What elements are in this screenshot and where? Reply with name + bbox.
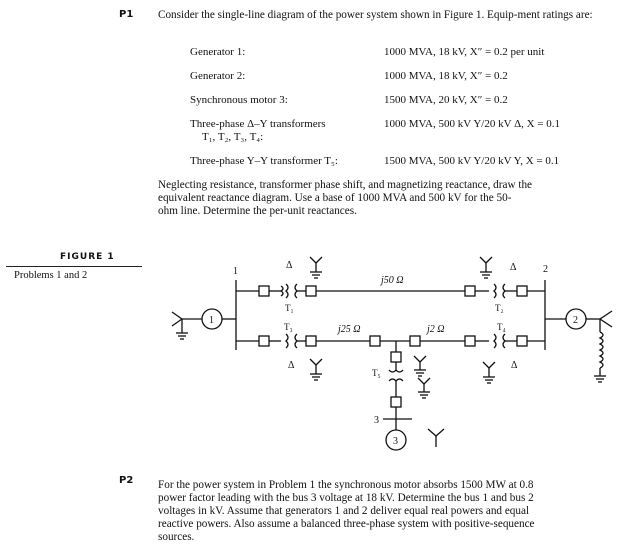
breaker-t5-low (391, 397, 401, 407)
breaker-bottom-5 (465, 336, 475, 346)
breaker-t5-high (391, 352, 401, 362)
problem-2-label: P2 (119, 475, 134, 486)
problem-2-body-line-2: power factor leading with the bus 3 voltage at 18 kV. Determine the bus 1 and bus 2 (158, 492, 534, 504)
problem-2-body-line-5: sources. (158, 531, 195, 543)
t5-grounded-wye-icon-b (418, 378, 430, 398)
t2-label: T₂ (495, 303, 504, 313)
t1-delta-label: Δ (286, 260, 293, 271)
generator-1-label: 1 (209, 315, 214, 326)
generator-2-grounded-wye-icon (594, 311, 612, 382)
breaker-bottom-1 (259, 336, 269, 346)
problem-1-body-line-3: ohm line. Determine the per-unit reactances. (158, 205, 357, 217)
breaker-top-3 (465, 286, 475, 296)
problem-1-label: P1 (119, 9, 134, 20)
breaker-top-1 (259, 286, 269, 296)
rating-name-motor3: Synchronous motor 3: (190, 94, 288, 106)
rating-value-gen2: 1000 MVA, 18 kV, X″ = 0.2 (384, 70, 508, 82)
rating-value-t5: 1500 MVA, 500 kV Y/20 kV Y, X = 0.1 (384, 155, 560, 167)
transformer-t5 (389, 370, 403, 381)
transformer-t1 (281, 284, 297, 298)
breaker-top-4 (517, 286, 527, 296)
t5-grounded-wye-icon-a (414, 356, 426, 376)
breaker-bottom-2 (306, 336, 316, 346)
breaker-top-2 (306, 286, 316, 296)
breaker-bottom-6 (517, 336, 527, 346)
t2-grounded-wye-icon (480, 257, 492, 278)
rating-value-motor3: 1500 MVA, 20 kV, X″ = 0.2 (384, 94, 508, 106)
rating-name-t5: Three-phase Y–Y transformer T₅: (190, 155, 338, 167)
rating-name-gen2: Generator 2: (190, 70, 246, 82)
generator-1-grounded-wye-icon (172, 312, 188, 339)
t1-grounded-wye-icon (310, 257, 322, 278)
t4-label: T₄ (497, 322, 506, 332)
transformer-t3 (286, 334, 297, 348)
t1-label: T₁ (285, 303, 294, 313)
generator-2-label: 2 (573, 315, 578, 326)
transformer-t2 (494, 284, 505, 298)
t3-label: T₃ (284, 322, 293, 332)
problem-2-body-line-1: For the power system in Problem 1 the synchronous motor absorbs 1500 MW at 0.8 (158, 479, 534, 491)
figure-title: FIGURE 1 (60, 252, 115, 262)
transformer-t4 (494, 334, 505, 348)
bus-1-label: 1 (233, 266, 238, 277)
motor-3-label: 3 (393, 436, 398, 447)
breaker-bottom-3 (370, 336, 380, 346)
t4-grounded-wye-icon (483, 362, 495, 383)
rating-value-gen1: 1000 MVA, 18 kV, X″ = 0.2 per unit (384, 46, 545, 58)
bus-2-label: 2 (543, 264, 548, 275)
problem-1-body-line-1: Neglecting resistance, transformer phase shift, and magnetizing reactance, draw the (158, 179, 533, 191)
rating-value-t1-t4: 1000 MVA, 500 kV Y/20 kV Δ, X = 0.1 (384, 118, 561, 130)
problem-1-body-line-2: equivalent reactance diagram. Use a base of 1000 MVA and 500 kV for the 50- (158, 192, 512, 204)
line-2-label: j2 Ω (427, 324, 445, 335)
figure-caption: Problems 1 and 2 (14, 270, 88, 281)
problem-1-intro: Consider the single-line diagram of the power system shown in Figure 1. Equip-ment ratings are: (158, 9, 593, 21)
rating-name2-t1-t4: T₁, T₂, T₃, T₄: (202, 131, 264, 143)
problem-2-body-line-4: reactive powers. Also assume a balanced three-phase system with positive-sequence (158, 518, 535, 530)
motor-3-wye-icon (428, 429, 444, 447)
t4-delta-label: Δ (511, 360, 518, 371)
t3-delta-label: Δ (288, 360, 295, 371)
line-50-label: j50 Ω (381, 275, 404, 286)
t2-delta-label: Δ (510, 262, 517, 273)
rating-name-gen1: Generator 1: (190, 46, 246, 58)
bus-3-label: 3 (374, 415, 379, 426)
breaker-bottom-4 (410, 336, 420, 346)
grounding-reactor-icon (600, 332, 603, 368)
rating-name-t1-t4: Three-phase Δ–Y transformers (190, 118, 326, 130)
t3-grounded-wye-icon (310, 359, 322, 380)
line-25-label: j25 Ω (338, 324, 361, 335)
problem-2-body-line-3: voltages in kV. Assume that generators 1 and 2 deliver equal real powers and equal (158, 505, 530, 517)
t5-label: T₅ (372, 368, 381, 378)
